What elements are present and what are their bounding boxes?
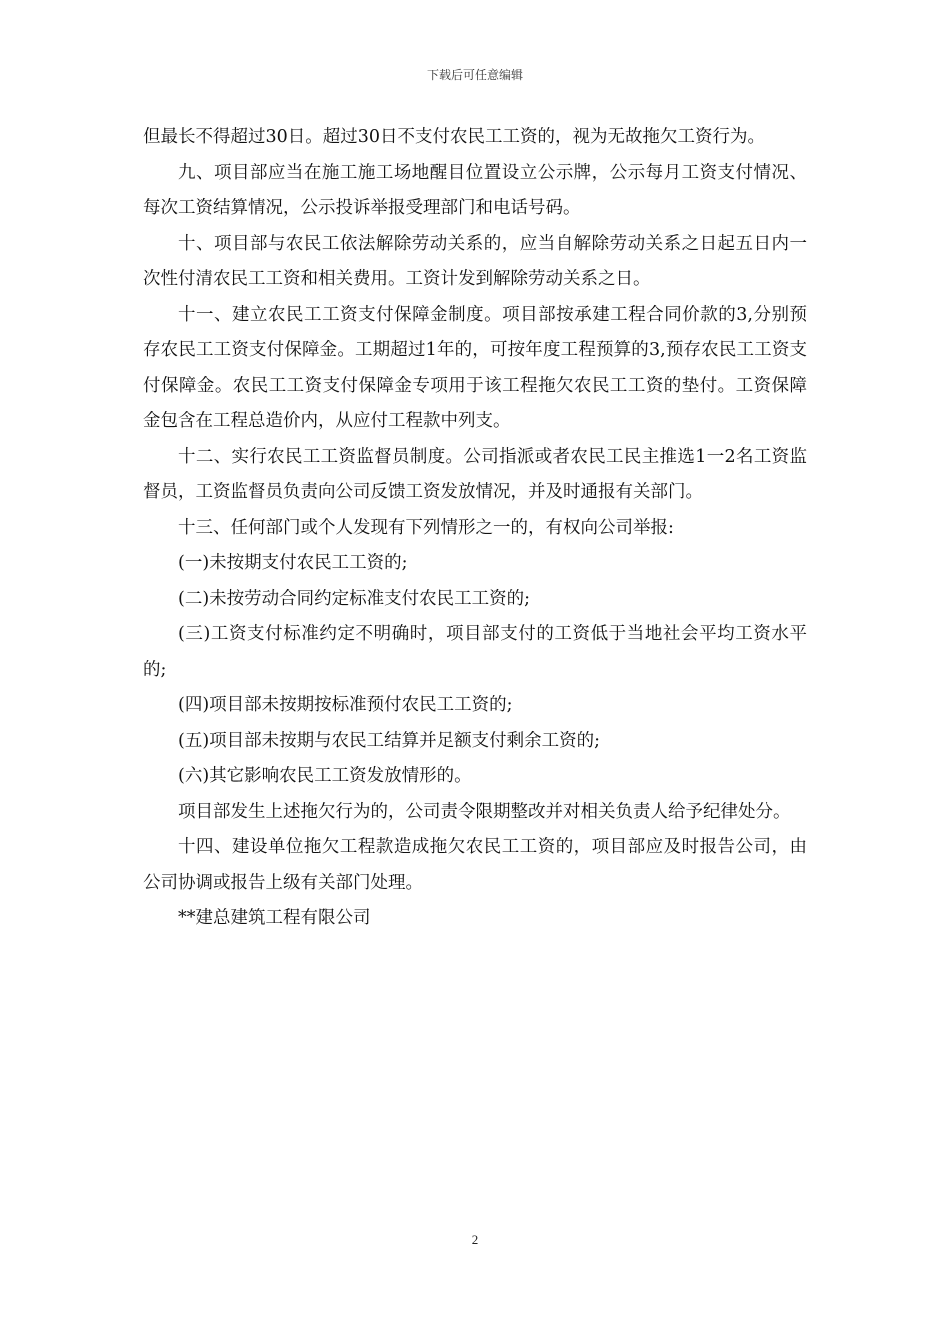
page-number: 2 (471, 1232, 479, 1247)
paragraph-continuation: 但最长不得超过30日。超过30日不支付农民工工资的，视为无故拖欠工资行为。 (143, 127, 766, 147)
company-signature: **建总建筑工程有限公司 (178, 908, 371, 928)
paragraph-clause-11: 十一、建立农民工工资支付保障金制度。项目部按承建工程合同价款的3,分别预存农民工工资支付保障金。工期超过1年的，可按年度工程预算的3,预存农民工工资支付保障金。农民工工资支付保障金专项用于该工程拖欠农民工工资的垫付。工资保障金包含在工程总造价内，从应付工程款中列支。 (143, 304, 807, 431)
page-header: 下载后可任意编辑 (426, 68, 523, 82)
list-item-4: (四)项目部未按期按标准预付农民工工资的; (178, 695, 513, 715)
paragraph-clause-12: 十二、实行农民工工资监督员制度。公司指派或者农民工民主推选1一2名工资监督员，工资监督员负责向公司反馈工资发放情况，并及时通报有关部门。 (143, 446, 807, 502)
list-item-2: (二)未按劳动合同约定标准支付农民工工资的; (178, 588, 531, 609)
paragraph-clause-13: 十三、任何部门或个人发现有下列情形之一的，有权向公司举报: (178, 517, 674, 538)
paragraph-clause-9: 九、项目部应当在施工施工场地醒目位置设立公示牌，公示每月工资支付情况、每次工资结算情况，公示投诉举报受理部门和电话号码。 (143, 162, 807, 218)
list-item-3: (三)工资支付标准约定不明确时，项目部支付的工资低于当地社会平均工资水平的; (143, 624, 807, 680)
list-item-1: (一)未按期支付农民工工资的; (178, 553, 408, 573)
document-body (143, 120, 807, 937)
list-item-6: (六)其它影响农民工工资发放情形的。 (178, 766, 472, 786)
paragraph-penalty: 项目部发生上述拖欠行为的，公司责令限期整改并对相关负责人给予纪律处分。 (178, 801, 791, 822)
list-item-5: (五)项目部未按期与农民工结算并足额支付剩余工资的; (178, 730, 601, 751)
paragraph-clause-10: 十、项目部与农民工依法解除劳动关系的，应当自解除劳动关系之日起五日内一次性付清农民工工资和相关费用。工资计发到解除劳动关系之日。 (143, 233, 807, 289)
paragraph-clause-14: 十四、建设单位拖欠工程款造成拖欠农民工工资的，项目部应及时报告公司，由公司协调或报告上级有关部门处理。 (143, 837, 807, 893)
